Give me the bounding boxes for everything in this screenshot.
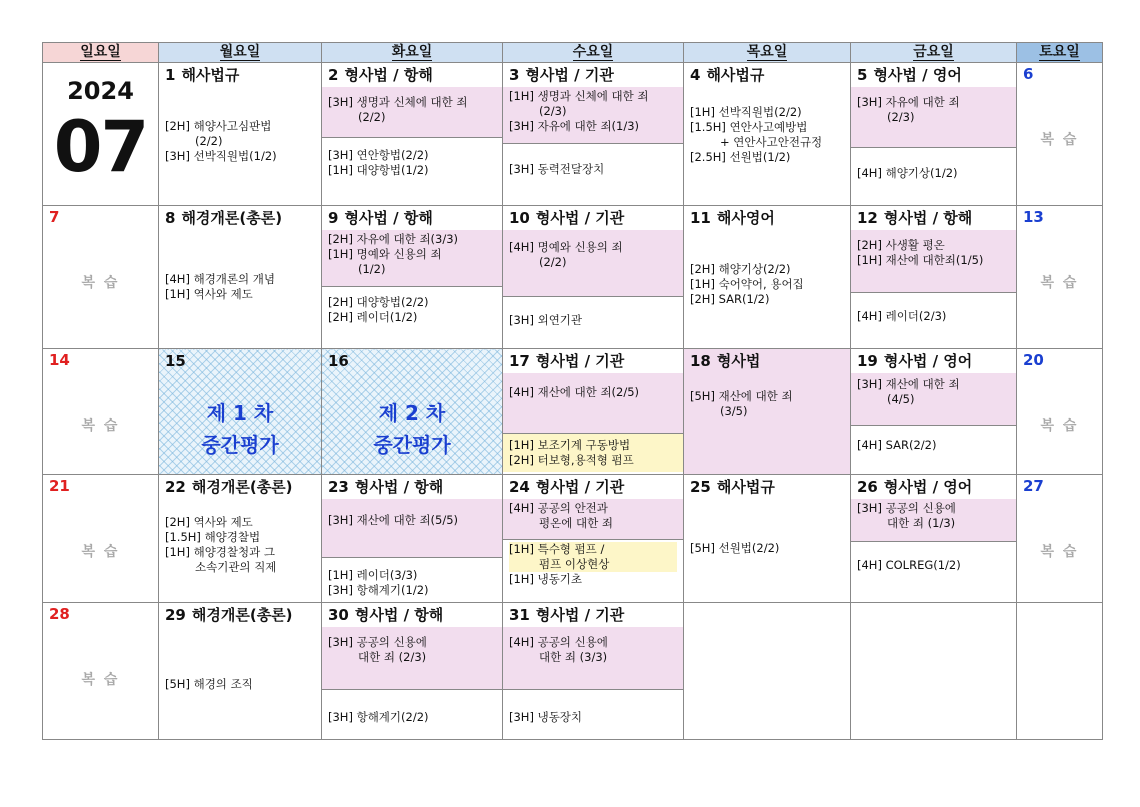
header-wednesday: 수요일 [503,43,684,63]
day-number: 14 [49,351,70,369]
day-cell [322,603,503,740]
day-cell-saturday [1017,63,1103,206]
empty-cell [851,603,1017,740]
month-year-cell [43,63,159,206]
day-header: 5 형사법 / 영어 [857,66,962,84]
header-sunday: 일요일 [43,43,159,63]
week-row-4 [43,475,1103,603]
day-header: 25 해사법규 [690,478,775,496]
day-cell-sunday [43,206,159,349]
day-cell [851,475,1017,603]
day-cell [503,206,684,349]
lesson-block-criminal: [3H] 생명과 신체에 대한 죄 (2/2) [322,87,502,138]
week-row-1 [43,63,1103,206]
lesson-block-criminal: [3H] 자유에 대한 죄 (2/3) [851,87,1016,148]
day-cell [503,349,684,475]
lesson-list: [1H] 선박직원법(2/2) [1.5H] 연안사고예방법 + 연안사고안전규정 [2.5H] 선원법(1/2) [690,105,823,164]
day-header: 23 형사법 / 항해 [328,478,444,496]
day-cell [322,206,503,349]
header-friday: 금요일 [851,43,1017,63]
day-number: 27 [1023,477,1044,495]
day-cell [503,475,684,603]
week-row-2 [43,206,1103,349]
day-number: 20 [1023,351,1044,369]
day-header: 16 [328,352,349,370]
lesson-block-english: [4H] SAR(2/2) [857,438,937,452]
review-label: 복 습 [1040,132,1079,148]
review-label: 복 습 [1040,418,1079,434]
day-cell [322,63,503,206]
exam-cell-2 [322,349,503,475]
day-cell [503,63,684,206]
week-row-5 [43,603,1103,740]
day-number: 21 [49,477,70,495]
lesson-block-english: [4H] 해양기상(1/2) [857,166,958,180]
lesson-block-engine: [1H] 특수형 펌프 / 펌프 이상현상 [1H] 냉동기초 [503,540,683,589]
header-saturday: 토요일 [1017,43,1103,63]
review-label: 복 습 [81,418,120,434]
lesson-block-navigation: [3H] 항해계기(2/2) [328,710,429,724]
day-header: 29 해경개론(총론) [165,606,293,624]
day-header: 1 해사법규 [165,66,240,84]
exam-label: 제 2 차 중간평가 [373,401,451,457]
header-monday: 월요일 [159,43,322,63]
lesson-list: [2H] 해양사고심판법 (2/2) [3H] 선박직원법(1/2) [165,119,277,163]
lesson-block-criminal: [2H] 자유에 대한 죄(3/3) [1H] 명예와 신용의 죄 (1/2) [322,230,502,287]
day-cell [159,475,322,603]
review-label: 복 습 [1040,275,1079,291]
empty-cell [684,603,851,740]
day-cell [684,349,851,475]
day-header: 31 형사법 / 기관 [509,606,625,624]
lesson-list: [2H] 해양기상(2/2) [1H] 숙어약어, 용어집 [2H] SAR(1/2) [690,262,804,306]
lesson-block-criminal: [2H] 사생활 평온 [1H] 재산에 대한죄(1/5) [851,230,1016,293]
review-label: 복 습 [1040,544,1079,560]
day-cell [684,63,851,206]
day-cell [159,63,322,206]
day-cell [684,206,851,349]
lesson-block-criminal: [4H] 공공의 신용에 대한 죄 (3/3) [503,627,683,690]
exam-cell-1 [159,349,322,475]
day-number: 6 [1023,65,1034,83]
lesson-block-navigation: [4H] 레이더(2/3) [857,309,947,323]
day-number: 13 [1023,208,1044,226]
calendar-table [42,42,1103,740]
lesson-list: [5H] 선원법(2/2) [690,541,780,555]
lesson-block-engine: [1H] 보조기계 구동방법 [2H] 터보형,용적형 펌프 [503,434,683,472]
week-row-3 [43,349,1103,475]
lesson-block-engine: [3H] 동력전달장치 [509,162,605,176]
header-thursday: 목요일 [684,43,851,63]
day-cell [851,206,1017,349]
day-header: 11 해사영어 [690,209,775,227]
header-tuesday: 화요일 [322,43,503,63]
lesson-block-criminal: [1H] 생명과 신체에 대한 죄 (2/3) [3H] 자유에 대한 죄(1/3) [503,87,683,144]
day-cell [684,475,851,603]
lesson-block-navigation: [1H] 레이더(3/3) [3H] 항해계기(1/2) [328,568,429,597]
day-cell-sunday [43,475,159,603]
day-header: 2 형사법 / 항해 [328,66,433,84]
review-label: 복 습 [81,275,120,291]
lesson-block-criminal: [3H] 재산에 대한 죄 (4/5) [851,373,1016,426]
lesson-block-english: [4H] COLREG(1/2) [857,558,961,572]
lesson-block-engine: [3H] 외연기관 [509,313,583,327]
day-header: 10 형사법 / 기관 [509,209,625,227]
day-number: 7 [49,208,60,226]
day-cell-saturday [1017,206,1103,349]
day-header: 9 형사법 / 항해 [328,209,433,227]
day-header: 3 형사법 / 기관 [509,66,614,84]
lesson-block-criminal: [4H] 공공의 안전과 평온에 대한 죄 [503,499,683,540]
empty-cell [1017,603,1103,740]
lesson-block-criminal: [3H] 공공의 신용에 대한 죄 (1/3) [851,499,1016,542]
day-header: 19 형사법 / 영어 [857,352,973,370]
lesson-block-criminal: [4H] 명예와 신용의 죄 (2/2) [503,230,683,297]
day-header: 12 형사법 / 항해 [857,209,973,227]
lesson-block-engine: [3H] 냉동장치 [509,710,583,724]
day-header: 4 해사법규 [690,66,765,84]
lesson-block-navigation: [3H] 연안항법(2/2) [1H] 대양항법(1/2) [328,148,429,177]
exam-label: 제 1 차 중간평가 [201,401,279,457]
lesson-block-criminal: [4H] 재산에 대한 죄(2/5) [503,373,683,434]
review-label: 복 습 [81,672,120,688]
weekday-header-row [43,43,1103,63]
day-header: 22 해경개론(총론) [165,478,293,496]
lesson-list: [5H] 재산에 대한 죄 (3/5) [690,389,793,418]
day-cell [159,603,322,740]
lesson-block-criminal: [3H] 재산에 대한 죄(5/5) [322,499,502,558]
day-header: 26 형사법 / 영어 [857,478,973,496]
month-label: 07 [53,106,148,188]
day-cell [851,63,1017,206]
day-cell [322,475,503,603]
day-header: 18 형사법 [690,352,761,370]
day-cell-saturday [1017,349,1103,475]
lesson-list: [2H] 역사와 제도 [1.5H] 해양경찰법 [1H] 해양경찰청과 그 소속기관의 직제 [165,515,277,574]
day-header: 30 형사법 / 항해 [328,606,444,624]
day-cell-saturday [1017,475,1103,603]
day-header: 15 [165,352,186,370]
day-cell-sunday [43,603,159,740]
day-cell [851,349,1017,475]
day-header: 24 형사법 / 기관 [509,478,625,496]
day-header: 8 해경개론(총론) [165,209,283,227]
year-label: 2024 [67,77,134,105]
lesson-block-criminal: [3H] 공공의 신용에 대한 죄 (2/3) [322,627,502,690]
day-header: 17 형사법 / 기관 [509,352,625,370]
day-cell [159,206,322,349]
day-cell-sunday [43,349,159,475]
lesson-block-navigation: [2H] 대양항법(2/2) [2H] 레이더(1/2) [328,295,429,324]
lesson-list: [5H] 해경의 조직 [165,677,253,691]
review-label: 복 습 [81,544,120,560]
day-number: 28 [49,605,70,623]
day-cell [503,603,684,740]
lesson-list: [4H] 해경개론의 개념 [1H] 역사와 제도 [165,272,276,301]
